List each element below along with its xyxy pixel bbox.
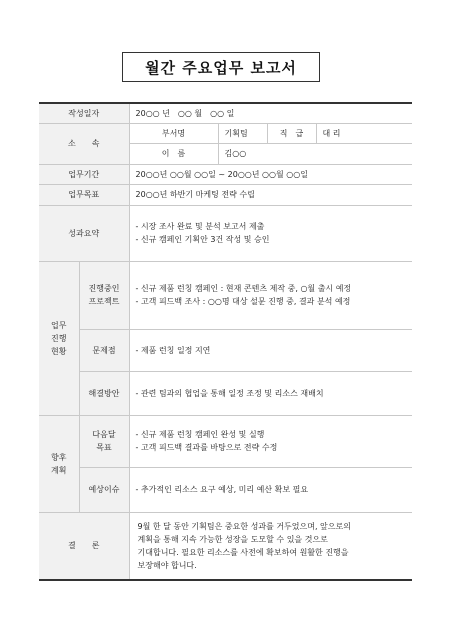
expected-issues-value: - 추가적인 리소스 요구 예상, 미리 예산 확보 필요 bbox=[129, 467, 412, 512]
summary-value bbox=[129, 205, 412, 261]
dept-value: 기획팀 bbox=[218, 123, 267, 143]
summary-line: - 신규 캠페인 기획안 3건 작성 및 승인 bbox=[135, 235, 270, 244]
status-label: 업무 진행 현황 bbox=[39, 261, 79, 415]
conclusion-line: 9월 한 달 동안 기획팀은 중요한 성과를 거두었으며, 앞으로의 bbox=[137, 521, 351, 531]
date-value: 20○○ 년 ○○ 월 ○○ 일 bbox=[129, 103, 412, 123]
ongoing-line: - 고객 피드백 조사 : ○○명 대상 설문 진행 중, 결과 분석 예정 bbox=[135, 297, 351, 306]
rank-label: 직 급 bbox=[267, 123, 316, 143]
period-label: 업무기간 bbox=[39, 164, 129, 184]
affiliation-label: 소 속 bbox=[39, 123, 129, 164]
solution-value: - 관련 팀과의 협업을 통해 일정 조정 및 리소스 재배치 bbox=[129, 371, 412, 415]
next-goal-line: - 신규 제품 런칭 캠페인 완성 및 실행 bbox=[135, 430, 265, 439]
report-title: 월간 주요업무 보고서 bbox=[122, 52, 320, 82]
goal-label: 업무목표 bbox=[39, 184, 129, 205]
period-value: 20○○년 ○○월 ○○일 ~ 20○○년 ○○월 ○○일 bbox=[129, 164, 412, 184]
conclusion-line: 계획을 통해 지속 가능한 성장을 도모할 수 있을 것으로 bbox=[137, 534, 328, 544]
dept-label: 부서명 bbox=[129, 123, 218, 143]
conclusion-value bbox=[129, 512, 412, 580]
expected-issues-label: 예상이슈 bbox=[79, 467, 129, 512]
summary-line: - 시장 조사 완료 및 분석 보고서 제출 bbox=[135, 222, 265, 231]
plan-label: 향후 계획 bbox=[39, 415, 79, 512]
name-value: 김○○ bbox=[218, 143, 412, 164]
goal-value: 20○○년 하반기 마케팅 전략 수립 bbox=[129, 184, 412, 205]
ongoing-line: - 신규 제품 런칭 캠페인 : 현재 콘텐츠 제작 중, ○월 출시 예정 bbox=[135, 284, 352, 293]
issues-label: 문제점 bbox=[79, 329, 129, 371]
next-goal-value bbox=[129, 415, 412, 467]
date-label: 작성일자 bbox=[39, 103, 129, 123]
conclusion-label: 결 론 bbox=[39, 512, 129, 580]
next-goal-line: - 고객 피드백 결과를 바탕으로 전략 수정 bbox=[135, 443, 278, 452]
rank-value: 대 리 bbox=[316, 123, 412, 143]
solution-label: 해결방안 bbox=[79, 371, 129, 415]
summary-label: 성과요약 bbox=[39, 205, 129, 261]
next-goal-label: 다음달 목표 bbox=[79, 415, 129, 467]
ongoing-value bbox=[129, 261, 412, 329]
name-label: 이 름 bbox=[129, 143, 218, 164]
conclusion-line: 보장해야 합니다. bbox=[137, 560, 197, 570]
issues-value: - 제품 런칭 일정 지연 bbox=[129, 329, 412, 371]
ongoing-label: 진행중인 프로젝트 bbox=[79, 261, 129, 329]
report-table bbox=[39, 102, 412, 581]
conclusion-line: 기대합니다. 필요한 리소스를 사전에 확보하여 원활한 진행을 bbox=[137, 547, 349, 557]
